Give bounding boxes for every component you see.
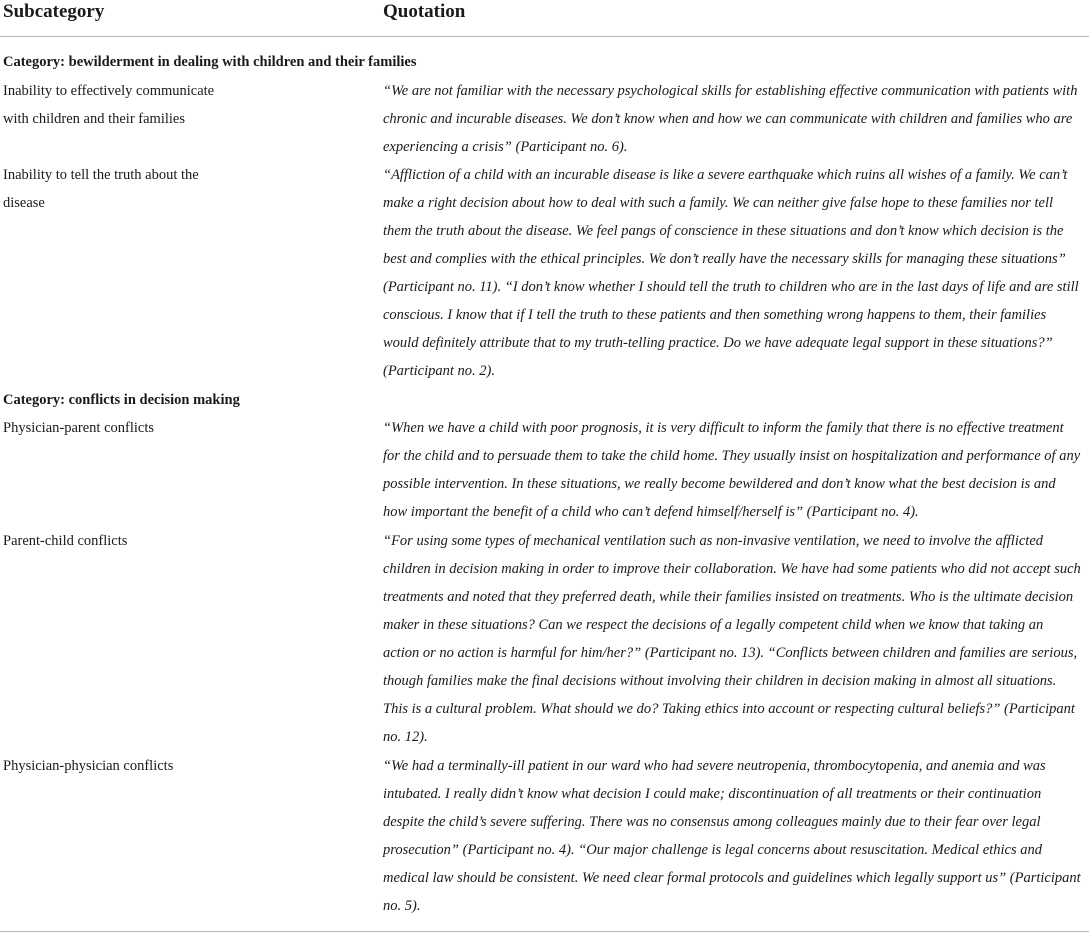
header-divider: [0, 36, 1089, 37]
table-row-subcategory: Physician-physician conflicts: [3, 758, 174, 774]
table-row-quotation: “When we have a child with poor prognosis, it is very difficult to inform the family that there is no effective treatment for the child and to persuade them to take the child home. They usually insist on hospitalization and performance of any possible intervention. In these situations, we really become bewildered and don’t know what the best decision is and how important the benefit of a child who can’t defend himself/herself is” (Participant no. 4).: [383, 420, 1081, 520]
table-bottom-rule: [0, 931, 1089, 932]
column-header-subcategory: Subcategory: [3, 1, 105, 22]
table-row-quotation: “We are not familiar with the necessary psychological skills for establishing effective communication with patients with chronic and incurable diseases. We don’t know when and how we can communicate with children and families who are experiencing a crisis” (Participant no. 6).: [383, 83, 1078, 155]
table-row-subcategory: Inability to effectively communicate with children and their families: [3, 83, 215, 127]
table-header: [0, 0, 1089, 36]
table-row-subcategory: Parent-child conflicts: [3, 533, 128, 549]
table-row-subcategory: Inability to tell the truth about the disease: [3, 167, 199, 211]
table-row-subcategory: Physician-parent conflicts: [3, 420, 154, 436]
column-header-quotation: Quotation: [383, 1, 466, 22]
table-row-quotation: “We had a terminally-ill patient in our ward who had severe neutropenia, thrombocytopenia, and anemia and was intubated. I really didn’t know what decision I could make; discontinuation of all treatments or their continuation despite the child’s severe suffering. There was no consensus among colleagues mainly due to their fear over legal prosecution” (Participant no. 4). “Our major challenge is legal concerns about resuscitation. Medical ethics and medical law should be consistent. We need clear formal protocols and guidelines which legally support us” (Participant no. 5).: [383, 758, 1081, 914]
category-heading: Category: bewilderment in dealing with children and their families: [3, 54, 417, 70]
table-row-quotation: “For using some types of mechanical ventilation such as non-invasive ventilation, we need to involve the afflicted children in decision making in order to improve their collaboration. We have had some patients who did not accept such treatments and noted that they preferred death, while their families insisted on treatments. Who is the ultimate decision maker in these situations? Can we respect the decisions of a legally competent child when we know that taking an action or no action is harmful for him/her?” (Participant no. 13). “Conflicts between children and families are serious, though families make the final decisions without involving their children in decision making in almost all situations. This is a cultural problem. What should we do? Taking ethics into account or respecting cultural beliefs?” (Participant no. 12).: [383, 533, 1081, 745]
table-row-quotation: “Affliction of a child with an incurable disease is like a severe earthquake which ruins all wishes of a family. We can’t make a right decision about how to deal with such a family. We can neither give false hope to these families nor tell them the truth about the disease. We feel pangs of conscience in these situations and don’t know which decision is the best and complies with the ethical principles. We don’t really have the necessary skills for managing these situations” (Participant no. 11). “I don’t know whether I should tell the truth to children who are in the last days of life and are still conscious. I know that if I tell the truth to these patients and then something wrong happens to them, their families would definitely attribute that to my truth-telling practice. Do we have adequate legal support in these situations?” (Participant no. 2).: [383, 167, 1079, 379]
category-heading: Category: conflicts in decision making: [3, 392, 240, 408]
